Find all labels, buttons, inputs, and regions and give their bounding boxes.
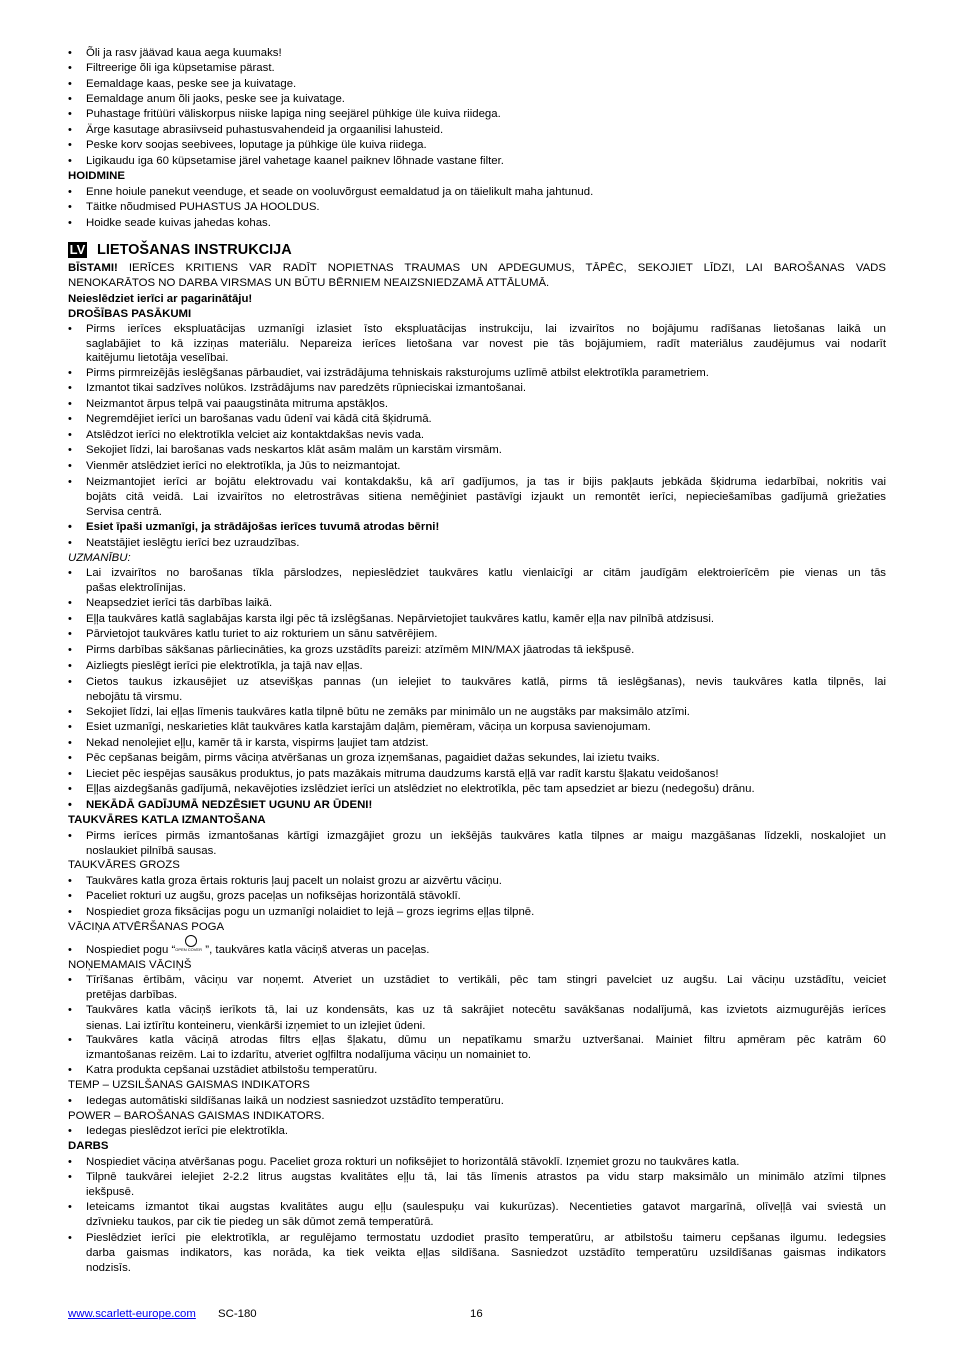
line-text: TEMP – UZSILŠANAS GAISMAS INDIKATORS (68, 1079, 310, 1091)
line-text: • Pirms ierīces ekspluatācijas uzmanīgi izlasiet īsto ekspluatācijas instrukciju, lai izvairītos no bojājumu radīšanas lietošanas laikā un (86, 323, 886, 335)
line-text: • Taukvāres katla vāciņš ierīkots tā, lai uz kondensāts, kas uz tā sakrājiet notecētu savākšanas nodalījumā, kas izvietots aizmugurējās ierīces (86, 1004, 886, 1016)
list-item (86, 200, 886, 215)
list-item (86, 536, 886, 551)
line-text: • Aizliegts pieslēgt ierīci pie elektrotīkla, ja tajā nav eļļas. (86, 660, 363, 672)
list-item (86, 1033, 886, 1048)
line-text: • Vienmēr atslēdziet ierīci no elektrotīkla, ja Jūs to neizmantojat. (86, 460, 401, 472)
list-item (86, 1003, 886, 1018)
text-line (68, 292, 886, 307)
list-item (86, 874, 886, 889)
line-lead-text: Nospiediet pogu “ (86, 944, 176, 956)
line-text: • Nospiediet vāciņa atvēršanas pogu. Paceliet groza rokturi un nofiksējiet to horizontālā stāvoklī. Izņemiet grozu no taukvāres katla. (86, 1156, 740, 1168)
line-text: NENOKARĀTOS NO DARBA VIRSMAS UN BŪTU BĒRNIEM NEAIZSNIEDZAMĀ ATTĀLUMĀ. (68, 277, 550, 289)
line-text: • Taukvāres katla vāciņā atrodas filtrs eļļas šļakatu, dūmu un nepatīkamu smaržu uztveršanai. Mainiet filtru apmēram pēc katrām 60 (86, 1034, 886, 1046)
line-text: • Ieteicams izmantot tikai augstas kvalitātes augu eļļu (saulespuķu vai kukurūzas). Necentieties gatavot margarīnā, olīveļļā vai sviestā un (86, 1201, 886, 1213)
list-item-continuation (86, 988, 886, 1003)
list-item (86, 905, 886, 920)
line-text: HOIDMINE (68, 170, 125, 182)
line-text: pašas elektrolīnijas. (86, 582, 187, 594)
line-text: • Tilpnē taukvārei ielejiet 2-2.2 litrus augstas kvalitātes eļļu tā, lai tās līmenis atrastos pa vidu starp maksimālo un minimālo atzīmi tilpnes (86, 1171, 886, 1183)
text-line (68, 920, 886, 935)
list-item-continuation (86, 844, 886, 859)
line-text: • Pirms darbības sākšanas pārliecināties, ka grozs uzstādīts pareizi: atzīmēm MIN/MAX jāatrodas tā iekšpusē. (86, 644, 635, 656)
line-text: • Sekojiet līdzi, lai eļļas līmenis taukvāres katla tilpnē būtu ne zemāks par minimālo un ne augstāks par maksimālo atzīmi. (86, 706, 690, 718)
list-item (86, 77, 886, 92)
section-title (68, 242, 292, 260)
list-item (86, 736, 886, 751)
line-text: • Pārvietojot taukvāres katlu turiet to aiz rokturiem un sānu satvērējiem. (86, 628, 438, 640)
list-item (86, 889, 886, 904)
button-circle-icon (185, 935, 197, 947)
line-text: • Pēc cepšanas beigām, pirms vāciņa atvēršanas un groza izņemšanas, pagaidiet dažas sekundes, lai izietu tvaiks. (86, 752, 660, 764)
line-text: • Nekad nenolejiet eļļu, kamēr tā ir karsta, vispirms ļaujiet tam atdzist. (86, 737, 429, 749)
line-text: • Atslēdzot ierīci no elektrotīkla velciet aiz kontaktdakšas nevis vada. (86, 429, 425, 441)
line-text: • Eemaldage anum õli jaoks, peske see ja kuivatage. (86, 93, 345, 105)
line-text: • Filtreerige õli iga küpsetamise pärast. (86, 62, 275, 74)
list-item-continuation (86, 1019, 886, 1034)
list-item (86, 1155, 886, 1170)
line-text: • Paceliet rokturi uz augšu, grozs paceļas un nofiksējas horizontālā stāvoklī. (86, 890, 461, 902)
list-item (86, 612, 886, 627)
list-item-continuation (86, 490, 886, 505)
text-line (68, 551, 886, 566)
line-text: • Hoidke seade kuivas jahedas kohas. (86, 217, 271, 229)
list-item-continuation (86, 337, 886, 352)
line-text: • Lieciet pēc iespējas sausākus produktus, jo pats mazākais mitruma daudzums karstā eļļā var radīt karstu šļakatu veidošanos! (86, 768, 719, 780)
list-item (86, 643, 886, 658)
list-item (86, 322, 886, 337)
line-text: • Tīrīšanas ērtībām, vāciņu var noņemt. Atveriet un uzstādiet to vertikāli, pēc tam stingri pavelciet uz augšu. Lai vāciņu uzstādītu, veiciet (86, 974, 886, 986)
list-item (86, 397, 886, 412)
list-item (86, 751, 886, 766)
list-item-continuation (86, 690, 886, 705)
line-text: • Neatstājiet ieslēgtu ierīci bez uzraudzības. (86, 537, 300, 549)
list-item (86, 798, 886, 813)
line-text: • Neizmantot ārpus telpā vai paaugstināta mitruma apstākļos. (86, 398, 389, 410)
line-text: • Puhastage fritüüri väliskorpus niiske lapiga ning seejärel pühkige üle kuiva riidega. (86, 108, 501, 120)
text-line (68, 958, 886, 973)
line-text: • Pieslēdziet ierīci pie elektrotīkla, ar regulējamo termostatu uzdodiet prasīto temperatūru, ar atbilstošu taimeru cepšanas ilgumu. Iedegsies (86, 1232, 886, 1244)
line-text: izmantošanas reizēm. Lai to izdarītu, atveriet ogļfiltra nodalījuma vāciņu un nomainiet to. (86, 1049, 532, 1061)
line-text: • Sekojiet līdzi, lai barošanas vads neskartos klāt asām malām un karstām virsmām. (86, 444, 502, 456)
list-item (86, 46, 886, 61)
line-text: • Esiet uzmanīgi, neskarieties klāt taukvāres katla karstajām daļām, piemēram, vāciņa un korpusa savienojumam. (86, 721, 651, 733)
list-item (86, 123, 886, 138)
line-text: Neieslēdziet ierīci ar pagarinātāju! (68, 293, 253, 305)
list-item (86, 154, 886, 169)
page-number: 16 (470, 1308, 483, 1320)
list-item-continuation (86, 1215, 886, 1230)
line-text: • NEKĀDĀ GADĪJUMĀ NEDZĒSIET UGUNU AR ŪDENI! (86, 799, 373, 811)
line-text (86, 943, 886, 958)
line-text: • Negremdējiet ierīci un barošanas vadu ūdenī vai kādā citā šķidrumā. (86, 413, 432, 425)
list-item (86, 428, 886, 443)
list-item (86, 973, 886, 988)
list-item (86, 627, 886, 642)
list-item-continuation (86, 1185, 886, 1200)
text-line (68, 169, 886, 184)
line-text: • Enne hoiule panekut veenduge, et seade on vooluvõrgust eemaldatud ja on täielikult maha jahtunud. (86, 186, 594, 198)
list-item (86, 1063, 886, 1078)
text-line (68, 1078, 886, 1093)
line-text-with-lead: BĪSTAMI! IERĪCES KRITIENS VAR RADĪT NOPIETNAS TRAUMAS UN APDEGUMUS, TĀPĒC, SEKOJIET LĪDZI, LAI BAROŠANAS VADS (68, 262, 886, 274)
line-text: • Eļļa taukvāres katlā saglabājas karsta ilgi pēc tā izslēgšanas. Nepārvietojiet taukvāres katlu, kamēr eļļa nav pilnībā atdzisusi. (86, 613, 715, 625)
line-text: POWER – BAROŠANAS GAISMAS INDIKATORS. (68, 1110, 325, 1122)
text-line (68, 307, 886, 322)
line-text: • Neizmantojiet ierīci ar bojātu elektrovadu vai kontakdakšu, kā arī gadījumos, ja tas ir bijis pakļauts jebkāda šķidruma iedarbībai, nokritis vai (86, 476, 886, 488)
warning-label: BĪSTAMI! (68, 262, 118, 274)
footer-website-link[interactable]: www.scarlett-europe.com (68, 1308, 196, 1320)
line-text: • Õli ja rasv jäävad kaua aega kuumaks! (86, 47, 282, 59)
line-text: Servisa centrā. (86, 506, 162, 518)
list-item-continuation (86, 581, 886, 596)
line-rest-text: ”, taukvāres katla vāciņš atveras un paceļas. (205, 944, 430, 956)
list-item (86, 782, 886, 797)
list-item (86, 1231, 886, 1246)
list-item (86, 475, 886, 490)
text-line (68, 813, 886, 828)
list-item (86, 705, 886, 720)
list-item (86, 459, 886, 474)
line-text: • Neapsedziet ierīci tās darbības laikā. (86, 597, 273, 609)
list-item (86, 566, 886, 581)
section-title-text: LIETOŠANAS INSTRUKCIJA (97, 242, 292, 258)
open-cover-label: OPEN COVER (175, 947, 202, 953)
list-item (86, 520, 886, 535)
list-item (86, 767, 886, 782)
list-item (86, 61, 886, 76)
text-line (68, 261, 886, 276)
line-text: • Lai izvairītos no barošanas tīkla pārslodzes, nepieslēdziet taukvāres katlu vienlaicīgi ar citām jaudīgām elektroierīcēm pie vienas un tās (86, 567, 886, 579)
line-text: • Katra produkta cepšanai uzstādiet atbilstošu temperatūru. (86, 1064, 378, 1076)
line-text: • Izmantot tikai sadzīves nolūkos. Izstrādājums nav paredzēts rūpnieciskai izmantošanai. (86, 382, 527, 394)
line-text: NOŅEMAMAIS VĀCIŅŠ (68, 959, 192, 971)
list-item (86, 138, 886, 153)
line-text: • Iedegas pieslēdzot ierīci pie elektrotīkla. (86, 1125, 288, 1137)
list-item-continuation (86, 505, 886, 520)
text-line (68, 1139, 886, 1154)
list-item (86, 1170, 886, 1185)
line-text: • Pirms ierīces pirmās izmantošanas kārtīgi izmazgājiet grozu un iekšējās taukvāres katla tilpnes ar maigu mazgāšanas līdzekli, noskalojiet un (86, 830, 886, 842)
line-text: saglabājiet to kā izziņas materiālu. Nepareiza ierīces lietošana var novest pie tās bojājumiem, radīt materiālus zaudējumus vai nodarīt (86, 338, 886, 350)
list-item (86, 675, 886, 690)
line-text: pretējas darbības. (86, 989, 178, 1001)
language-badge: LV (69, 242, 86, 257)
list-item-continuation (86, 1048, 886, 1063)
line-text: • Esiet īpaši uzmanīgi, ja strādājošas ierīces tuvumā atrodas bērni! (86, 521, 440, 533)
line-text: • Cietos taukus izkausējiet uz atsevišķas pannas (un ielejiet to taukvāres katlā, pirms tā ieslēgšanas), nevis taukvāres katla tilpnēs, lai (86, 676, 886, 688)
list-item (86, 412, 886, 427)
list-item (86, 381, 886, 396)
list-item (86, 216, 886, 231)
line-text: VĀCIŅA ATVĒRŠANAS POGA (68, 921, 225, 933)
line-text: UZMANĪBU: (68, 552, 131, 564)
line-text: • Eļļas aizdegšanās gadījumā, nekavējoties izslēdziet ierīci un atslēdziet no elektrotīkla, pēc tam apsedziet ar biezu (nedegošu) drānu. (86, 783, 755, 795)
line-text: bojāts citā veidā. Lai izvairītos no eletrostrāvas sitiena nemēģiniet pastāvīgi izjaukt un remontēt ierīci, nepieciešamības gadījumā griežaties (86, 491, 886, 503)
line-text: • Täitke nõudmised PUHASTUS JA HOOLDUS. (86, 201, 320, 213)
line-text: • Eemaldage kaas, peske see ja kuivatage. (86, 78, 297, 90)
list-item (86, 596, 886, 611)
list-item-continuation (86, 1261, 886, 1276)
list-item (86, 92, 886, 107)
line-text: sienas. Lai iztīrītu konteineru, vienkārši izņemiet to un izlejiet ūdeni. (86, 1020, 426, 1032)
line-text: kaitējumu lietotāja veselībai. (86, 352, 229, 364)
line-text: DARBS (68, 1140, 109, 1152)
line-text: TAUKVĀRES GROZS (68, 859, 180, 871)
line-text: • Taukvāres katla groza ērtais rokturis ļauj pacelt un nolaist grozu ar aizvērtu vāciņu. (86, 875, 502, 887)
line-text: TAUKVĀRES KATLA IZMANTOŠANA (68, 814, 266, 826)
list-item (86, 943, 886, 958)
line-text: • Pirms pirmreizējās ieslēgšanas pārbaudiet, vai izstrādājuma tehniskais raksturojums uzlīmē atbilst elektrotīkla parametriem. (86, 367, 709, 379)
line-text: • Ärge kasutage abrasiivseid puhastusvahendeid ja orgaanilisi lahusteid. (86, 124, 444, 136)
list-item (86, 107, 886, 122)
list-item (86, 185, 886, 200)
text-line (68, 1109, 886, 1124)
line-text: DROŠĪBAS PASĀKUMI (68, 308, 192, 320)
text-line (68, 858, 886, 873)
line-text: • Ligikaudu iga 60 küpsetamise järel vahetage kaanel paiknev lõhnade vastane filter. (86, 155, 504, 167)
line-text: noslaukiet pilnībā sausas. (86, 845, 217, 857)
list-item (86, 1124, 886, 1139)
line-text: iekšpusē. (86, 1186, 135, 1198)
line-text: nodzisīs. (86, 1262, 131, 1274)
line-text: • Peske korv soojas seebivees, loputage ja pühkige üle kuiva riidega. (86, 139, 427, 151)
line-text: • Iedegas automātiski sildīšanas laikā un nodziest sasniedzot uzstādīto temperatūru. (86, 1095, 504, 1107)
footer-model: SC-180 (218, 1308, 257, 1320)
list-item (86, 1200, 886, 1215)
list-item (86, 1094, 886, 1109)
list-item (86, 829, 886, 844)
list-item (86, 659, 886, 674)
line-text: darba gaismas indikators, kas norāda, ka tiek veikta eļļas sildīšana. Sasniedzot uzstādīto temperatūru uzsildīšanas gaismas indikators (86, 1247, 886, 1259)
line-text: • Nospiediet groza fiksācijas pogu un uzmanīgi nolaidiet to lejā – grozs iegrims eļļas tilpnē. (86, 906, 535, 918)
line-text: dzīvnieku taukos, par cik tie piedeg un sāk dūmot zemā temperatūrā. (86, 1216, 434, 1228)
list-item-continuation (86, 351, 886, 366)
text-line (68, 276, 886, 291)
list-item (86, 443, 886, 458)
list-item-continuation (86, 1246, 886, 1261)
open-cover-button-icon (175, 944, 205, 958)
list-item (86, 366, 886, 381)
list-item (86, 720, 886, 735)
line-text: nebojātu tā virsmu. (86, 691, 183, 703)
